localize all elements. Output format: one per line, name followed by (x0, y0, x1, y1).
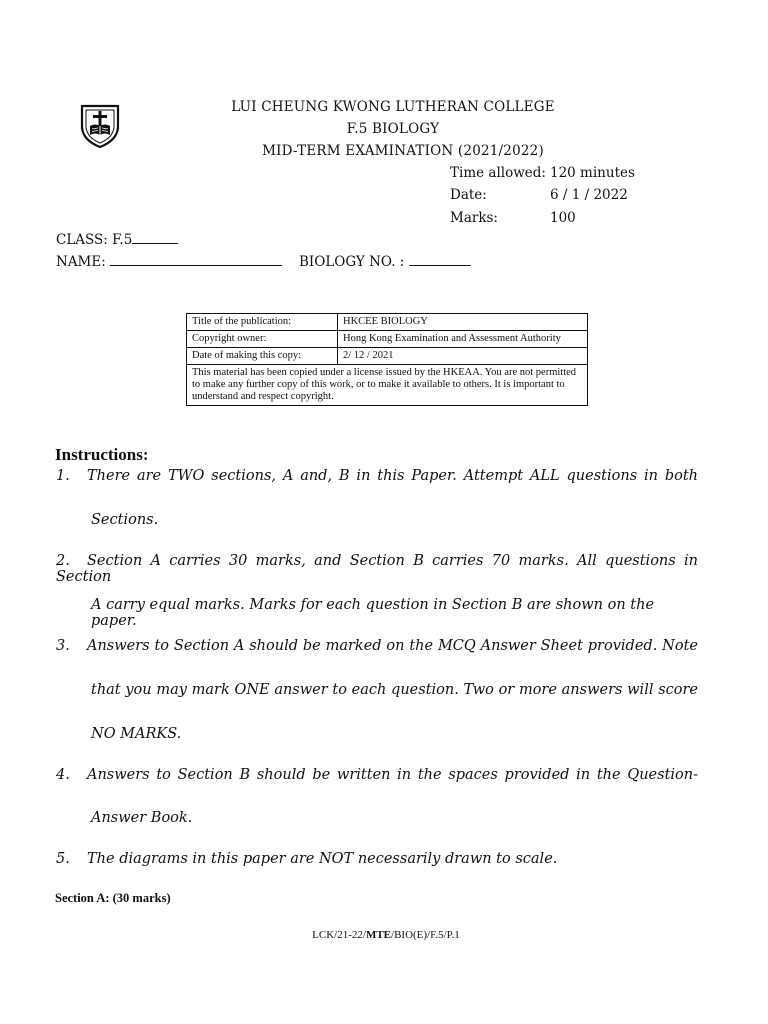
table-row (187, 331, 588, 348)
section-a-heading: Section A: (30 marks) (55, 891, 171, 905)
instruction-text: Sections. (91, 512, 159, 528)
instruction-number: 5. (56, 851, 70, 867)
copyright-label: Date of making this copy: (187, 348, 338, 365)
copyright-table (186, 313, 588, 406)
table-row (187, 365, 588, 406)
instruction-item-3 (56, 638, 698, 654)
footer-code-prefix: LCK/21-22/ (312, 929, 366, 941)
subject-title: F.5 BIOLOGY (346, 121, 440, 137)
school-name: LUI CHEUNG KWONG LUTHERAN COLLEGE (231, 99, 555, 115)
exam-title: MID-TERM EXAMINATION (2021/2022) (262, 143, 544, 159)
copyright-value: HKCEE BIOLOGY (338, 314, 588, 331)
biology-no-label: BIOLOGY NO. : (299, 254, 409, 270)
copyright-label: Copyright owner: (187, 331, 338, 348)
instruction-text: Answers to Section A should be marked on the MCQ Answer Sheet provided. Note (87, 638, 698, 654)
marks-label: Marks: (450, 210, 498, 226)
name-label: NAME: (56, 254, 111, 270)
instruction-item-4-cont (56, 810, 698, 826)
instruction-text: that you may mark ONE answer to each question. Two or more answers will score (91, 682, 698, 698)
instruction-item-5 (56, 851, 698, 867)
instruction-number: 4. (56, 767, 70, 783)
footer-code-bold: MTE (365, 929, 392, 941)
name-blank[interactable] (110, 253, 282, 266)
date-value: 6 / 1 / 2022 (550, 187, 628, 203)
instruction-item-1-cont (56, 512, 698, 528)
instruction-item-2-cont (56, 597, 698, 629)
date-row (450, 187, 628, 203)
instruction-text: Answers to Section B should be written in the spaces provided in the Question- (87, 767, 698, 783)
instruction-item-4 (56, 767, 698, 783)
instruction-item-2 (56, 553, 698, 585)
copyright-notice: This material has been copied under a license issued by the HKEAA. You are not permitted to make any further copy of this work, or to make it available to others. It is important to understand and respect copyright. (187, 365, 588, 406)
instruction-number: 3. (56, 638, 70, 654)
time-allowed-row (450, 165, 635, 181)
instruction-number: 1. (56, 468, 70, 484)
instruction-text: The diagrams in this paper are NOT necessarily drawn to scale. (87, 851, 558, 867)
copyright-value: Hong Kong Examination and Assessment Authority (338, 331, 588, 348)
name-field (56, 253, 282, 270)
biology-no-field (299, 253, 471, 270)
instruction-text: NO MARKS. (91, 726, 182, 742)
instruction-text: Answer Book. (91, 810, 193, 826)
instruction-item-3-cont2 (56, 726, 698, 742)
instruction-item-1 (56, 468, 698, 484)
time-allowed-value: 120 minutes (550, 165, 635, 181)
instruction-item-3-cont (56, 682, 698, 698)
copyright-value: 2/ 12 / 2021 (338, 348, 588, 365)
page-footer (0, 929, 768, 941)
class-blank[interactable] (132, 231, 178, 244)
instruction-text: A carry equal marks. Marks for each question in Section B are shown on the paper. (91, 597, 655, 629)
instruction-text: Section A carries 30 marks, and Section B carries 70 marks. All questions in Section (56, 553, 698, 585)
class-field (56, 231, 178, 248)
marks-row (450, 210, 576, 226)
table-row (187, 348, 588, 365)
instructions-title: Instructions: (55, 445, 149, 464)
instruction-text: There are TWO sections, A and, B in this Paper. Attempt ALL questions in both (87, 468, 698, 484)
marks-value: 100 (550, 210, 576, 226)
table-row (187, 314, 588, 331)
date-label: Date: (450, 187, 487, 203)
instruction-number: 2. (56, 553, 70, 569)
time-allowed-label: Time allowed: (450, 165, 546, 181)
class-label: CLASS: F.5 (56, 232, 133, 248)
copyright-label: Title of the publication: (187, 314, 338, 331)
footer-code-suffix: /BIO(E)/F.5/P.1 (391, 929, 460, 941)
biology-no-blank[interactable] (409, 253, 471, 266)
